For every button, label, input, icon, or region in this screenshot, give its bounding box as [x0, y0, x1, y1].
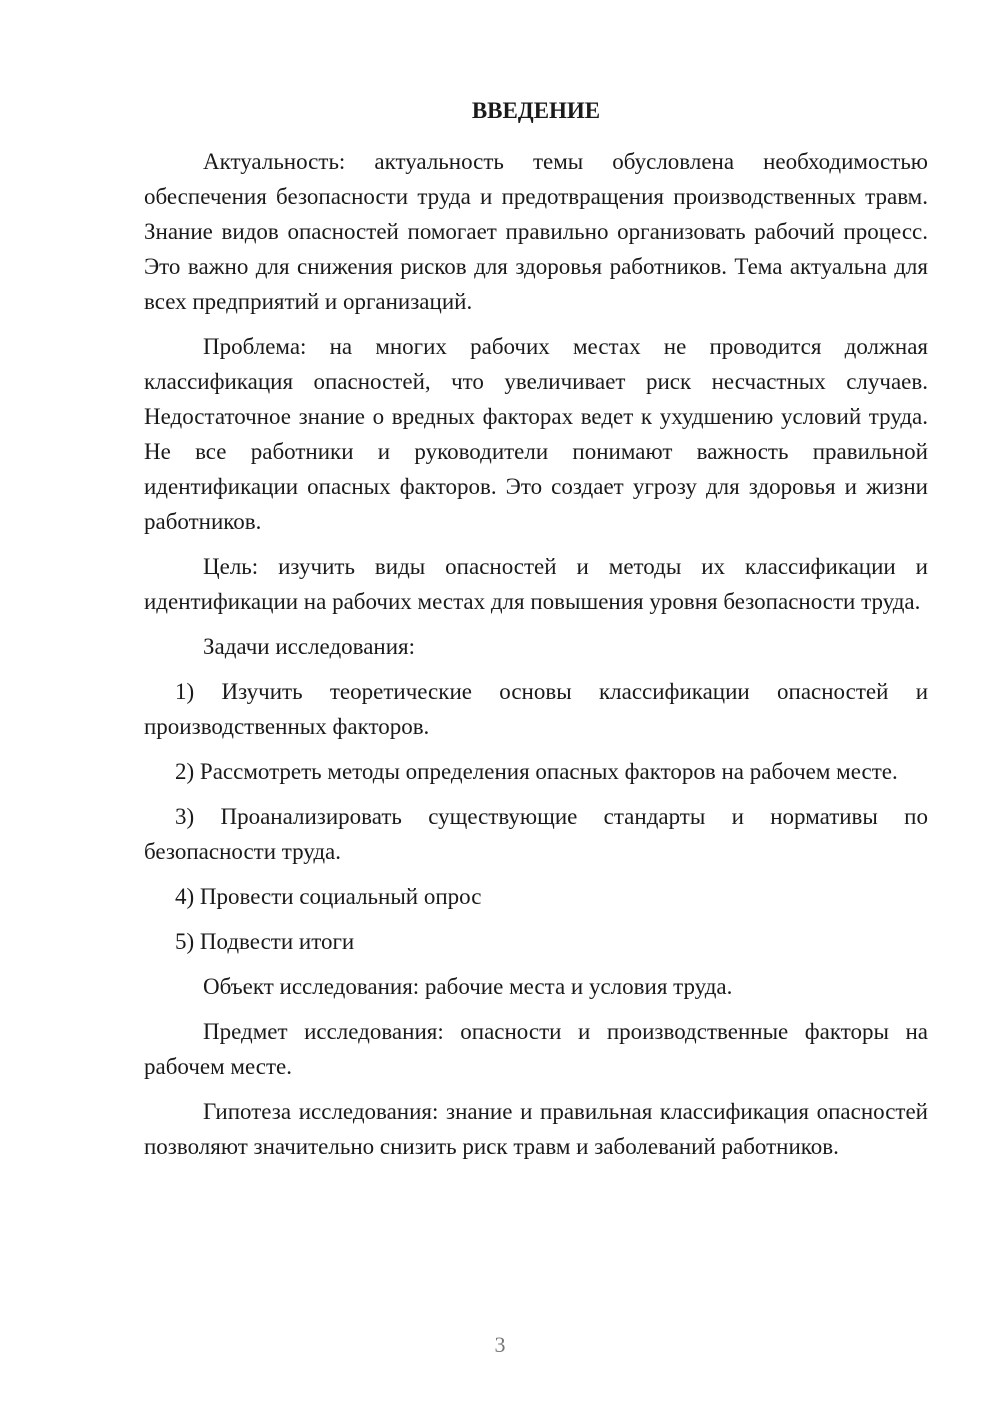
- subject-paragraph: Предмет исследования: опасности и производственные факторы на рабочем месте.: [144, 1019, 928, 1079]
- task-item-5: 5) Подвести итоги: [175, 929, 355, 954]
- task-item-2: 2) Рассмотреть методы определения опасных факторов на рабочем месте.: [175, 759, 898, 784]
- task-item-4: 4) Провести социальный опрос: [175, 884, 482, 909]
- hypothesis-paragraph: Гипотеза исследования: знание и правильная классификация опасностей позволяют значительно снизить риск травм и заболеваний работников.: [144, 1099, 928, 1159]
- relevance-paragraph: Актуальность: актуальность темы обусловлена необходимостью обеспечения безопасности труда и предотвращения производственных травм. Знание видов опасностей помогает правильно организовать рабочий процесс. Это важно для снижения рисков для здоровья работников. Тема актуальна для всех предприятий и организаций.: [144, 149, 928, 314]
- task-item-3: 3) Проанализировать существующие стандарты и нормативы по безопасности труда.: [144, 804, 928, 864]
- task-item-1: 1) Изучить теоретические основы классификации опасностей и производственных факторов.: [144, 679, 928, 739]
- section-title: ВВЕДЕНИЕ: [471, 98, 601, 123]
- object-paragraph: Объект исследования: рабочие места и условия труда.: [203, 974, 733, 999]
- goal-paragraph: Цель: изучить виды опасностей и методы их классификации и идентификации на рабочих местах для повышения уровня безопасности труда.: [144, 554, 928, 614]
- document-page: [144, 96, 928, 1174]
- problem-paragraph: Проблема: на многих рабочих местах не проводится должная классификация опасностей, что увеличивает риск несчастных случаев. Недостаточное знание о вредных факторах ведет к ухудшению условий труда. Не все работники и руководители понимают важность правильной идентификации опасных факторов. Это создает угрозу для здоровья и жизни работников.: [144, 334, 928, 534]
- tasks-heading: Задачи исследования:: [203, 634, 416, 659]
- page-number: 3: [494, 1332, 506, 1357]
